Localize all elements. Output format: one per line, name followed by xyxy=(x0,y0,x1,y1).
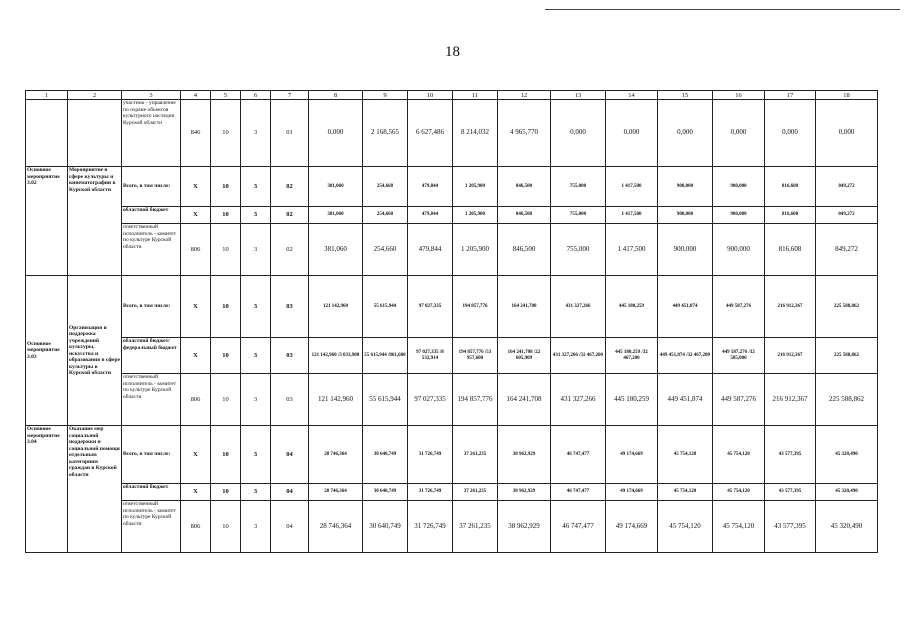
cell-value: 431 327,266 xyxy=(551,276,606,338)
cell-value: 194 857,776 /53 957,600 xyxy=(453,338,498,374)
header-cell: 18 xyxy=(816,91,878,100)
cell-value: 216 912,367 xyxy=(765,338,816,374)
cell-value: 45 754,120 xyxy=(658,501,713,553)
cell-value: 55 615,944 xyxy=(363,374,408,426)
cell-value: 38 962,929 xyxy=(498,426,551,484)
cell-executor: областной бюджет xyxy=(122,207,181,224)
cell-value: 0,000 xyxy=(816,100,878,167)
cell-measure-id: Основное мероприятие 3.03 xyxy=(26,276,68,426)
cell-executor: Всего, в том числе: xyxy=(122,167,181,207)
cell-value: 164 241,708 xyxy=(498,276,551,338)
cell-measure-id: Основное мероприятие 3.04 xyxy=(26,426,68,553)
cell-value: 0,000 xyxy=(606,100,658,167)
cell-value: 121 142,960 xyxy=(309,374,363,426)
cell-value: 97 027,335 /8 532,914 xyxy=(408,338,453,374)
cell-code: 03 xyxy=(271,276,309,338)
cell-value: 55 615,944 /861,600 xyxy=(363,338,408,374)
cell-value: 449 587,276 xyxy=(713,276,765,338)
budget-table xyxy=(25,90,878,553)
table-row xyxy=(26,100,878,167)
cell-code: X xyxy=(181,167,211,207)
header-cell: 10 xyxy=(408,91,453,100)
cell-code: 04 xyxy=(271,484,309,501)
cell-code: 04 xyxy=(271,501,309,553)
cell-value: 45 754,120 xyxy=(713,484,765,501)
cell-value: 121 142,960 /3 033,900 xyxy=(309,338,363,374)
cell-value: 4 965,770 xyxy=(498,100,551,167)
cell-value: 31 726,749 xyxy=(408,484,453,501)
cell-value: 28 746,364 xyxy=(309,501,363,553)
cell-value: 449 451,874 xyxy=(658,276,713,338)
cell-value: 254,660 xyxy=(363,207,408,224)
header-cell: 14 xyxy=(606,91,658,100)
table-row xyxy=(26,426,878,484)
cell-value: 0,000 xyxy=(309,100,363,167)
cell-code: 03 xyxy=(271,338,309,374)
page-number: 18 xyxy=(445,44,460,60)
cell-value: 849,272 xyxy=(816,207,878,224)
cell-code: 03 xyxy=(271,374,309,426)
cell-value: 900,000 xyxy=(713,167,765,207)
cell-value: 49 174,669 xyxy=(606,484,658,501)
header-cell: 4 xyxy=(181,91,211,100)
cell-value: 45 754,120 xyxy=(658,484,713,501)
cell-measure-title: Оказание мер социальной поддержки и социальной помощи отдельным категориям граждан в Курской области xyxy=(68,426,122,553)
header-cell: 2 xyxy=(68,91,122,100)
cell-value: 846,500 xyxy=(498,224,551,276)
cell-value: 479,844 xyxy=(408,224,453,276)
header-cell: 15 xyxy=(658,91,713,100)
cell-value: 755,000 xyxy=(551,167,606,207)
cell-code: 10 xyxy=(211,338,241,374)
header-cell: 16 xyxy=(713,91,765,100)
cell-value: 45 320,490 xyxy=(816,426,878,484)
cell-value: 381,060 xyxy=(309,207,363,224)
cell-value: 254,660 xyxy=(363,224,408,276)
cell-code: 10 xyxy=(211,207,241,224)
cell-value: 194 857,776 xyxy=(453,276,498,338)
cell-code: 10 xyxy=(211,167,241,207)
cell-value: 37 261,235 xyxy=(453,484,498,501)
cell-value: 216 912,367 xyxy=(765,276,816,338)
cell-value: 1 417,500 xyxy=(606,167,658,207)
cell-value: 431 327,266 xyxy=(551,374,606,426)
cell-value: 164 241,708 /22 605,909 xyxy=(498,338,551,374)
cell-value: 755,000 xyxy=(551,207,606,224)
header-cell: 17 xyxy=(765,91,816,100)
cell-executor: областной бюджет xyxy=(122,484,181,501)
cell-value: 38 962,929 xyxy=(498,484,551,501)
cell-value: 816,608 xyxy=(765,167,816,207)
cell-value: 445 180,259 xyxy=(606,276,658,338)
cell-code: 806 xyxy=(181,374,211,426)
cell-value: 431 327,266 /32 467,200 xyxy=(551,338,606,374)
cell-value: 28 746,364 xyxy=(309,426,363,484)
cell-code: 10 xyxy=(211,501,241,553)
cell-executor: участник - управление по охране объектов культурного наследия Курской области xyxy=(122,100,181,167)
cell-value: 55 615,944 xyxy=(363,276,408,338)
cell-code: 3 xyxy=(241,501,271,553)
cell-value: 2 168,565 xyxy=(363,100,408,167)
cell-value: 900,000 xyxy=(713,224,765,276)
cell-value: 45 320,490 xyxy=(816,501,878,553)
table-row xyxy=(26,167,878,207)
cell-value: 49 174,669 xyxy=(606,501,658,553)
cell-code: 10 xyxy=(211,276,241,338)
cell-value: 225 588,862 xyxy=(816,338,878,374)
cell-value: 1 205,900 xyxy=(453,207,498,224)
cell-value: 846,500 xyxy=(498,207,551,224)
header-cell: 7 xyxy=(271,91,309,100)
cell-value: 121 142,960 xyxy=(309,276,363,338)
cell-value: 900,000 xyxy=(713,207,765,224)
cell-executor: ответственный исполнитель - комитет по культуре Курской области xyxy=(122,224,181,276)
cell-value: 449 451,874 xyxy=(658,374,713,426)
table-row xyxy=(26,374,878,426)
cell-value: 381,060 xyxy=(309,224,363,276)
cell-value: 0,000 xyxy=(713,100,765,167)
cell-value: 164 241,708 xyxy=(498,374,551,426)
cell-value: 0,000 xyxy=(551,100,606,167)
cell-value: 449 587,276 xyxy=(713,374,765,426)
cell-value: 0,000 xyxy=(658,100,713,167)
header-cell: 9 xyxy=(363,91,408,100)
cell-code: X xyxy=(181,276,211,338)
cell-code: 846 xyxy=(181,100,211,167)
cell-code: 3 xyxy=(241,426,271,484)
cell-code: 10 xyxy=(211,100,241,167)
cell-value: 43 577,395 xyxy=(765,501,816,553)
cell-value: 30 640,749 xyxy=(363,426,408,484)
cell-executor: Всего, в том числе: xyxy=(122,276,181,338)
cell-code: 3 xyxy=(241,374,271,426)
cell-code: 3 xyxy=(241,224,271,276)
header-cell: 11 xyxy=(453,91,498,100)
cell-executor: ответственный исполнитель - комитет по культуре Курской области xyxy=(122,374,181,426)
cell-value: 849,272 xyxy=(816,224,878,276)
cell-code: 10 xyxy=(211,224,241,276)
cell-value: 37 261,235 xyxy=(453,501,498,553)
cell-value: 381,060 xyxy=(309,167,363,207)
header-row xyxy=(26,91,878,100)
cell-value: 445 180,259 /32 467,200 xyxy=(606,338,658,374)
cell-value: 755,000 xyxy=(551,224,606,276)
cell-code: 02 xyxy=(271,167,309,207)
cell-value: 254,660 xyxy=(363,167,408,207)
cell-code: 02 xyxy=(271,207,309,224)
cell-value: 38 962,929 xyxy=(498,501,551,553)
cell-value: 43 577,395 xyxy=(765,426,816,484)
top-rule xyxy=(545,9,900,10)
cell-value: 445 180,259 xyxy=(606,374,658,426)
header-cell: 8 xyxy=(309,91,363,100)
cell-value: 31 726,749 xyxy=(408,501,453,553)
cell-code: 02 xyxy=(271,224,309,276)
cell-code: 10 xyxy=(211,484,241,501)
cell-value: 225 588,862 xyxy=(816,276,878,338)
cell-value: 45 754,120 xyxy=(658,426,713,484)
cell-code: 806 xyxy=(181,501,211,553)
cell-code: X xyxy=(181,207,211,224)
cell-value: 479,844 xyxy=(408,207,453,224)
cell-value: 6 627,486 xyxy=(408,100,453,167)
cell-code: X xyxy=(181,426,211,484)
cell-code: 01 xyxy=(271,100,309,167)
cell-code: 3 xyxy=(241,338,271,374)
cell-value: 846,500 xyxy=(498,167,551,207)
cell-value: 8 214,032 xyxy=(453,100,498,167)
cell-value: 216 912,367 xyxy=(765,374,816,426)
cell-empty xyxy=(68,100,122,167)
cell-value: 1 417,500 xyxy=(606,224,658,276)
cell-value: 43 577,395 xyxy=(765,484,816,501)
cell-code: 3 xyxy=(241,484,271,501)
cell-value: 31 726,749 xyxy=(408,426,453,484)
cell-value: 900,000 xyxy=(658,224,713,276)
cell-value: 46 747,477 xyxy=(551,484,606,501)
header-cell: 6 xyxy=(241,91,271,100)
cell-value: 45 754,120 xyxy=(713,426,765,484)
cell-code: 3 xyxy=(241,100,271,167)
cell-measure-id: Основное мероприятие 3.02 xyxy=(26,167,68,276)
cell-value: 225 588,862 xyxy=(816,374,878,426)
table-row xyxy=(26,338,878,374)
header-cell: 12 xyxy=(498,91,551,100)
cell-code: 3 xyxy=(241,276,271,338)
cell-code: 3 xyxy=(241,167,271,207)
cell-value: 479,844 xyxy=(408,167,453,207)
table-row xyxy=(26,224,878,276)
cell-value: 816,608 xyxy=(765,224,816,276)
cell-code: X xyxy=(181,484,211,501)
cell-value: 1 417,500 xyxy=(606,207,658,224)
cell-value: 849,272 xyxy=(816,167,878,207)
cell-empty xyxy=(26,100,68,167)
cell-value: 449 587,276 /32 585,000 xyxy=(713,338,765,374)
cell-code: 10 xyxy=(211,374,241,426)
header-cell: 1 xyxy=(26,91,68,100)
cell-value: 194 857,776 xyxy=(453,374,498,426)
cell-value: 97 027,335 xyxy=(408,276,453,338)
cell-value: 900,000 xyxy=(658,167,713,207)
cell-measure-title: Организация и поддержка учреждений культуры, искусства и образования в сфере культуры в Курской области xyxy=(68,276,122,426)
table-row xyxy=(26,207,878,224)
header-cell: 13 xyxy=(551,91,606,100)
cell-measure-title: Мероприятие в сфере культуры и кинематографии в Курской области xyxy=(68,167,122,276)
header-cell: 3 xyxy=(122,91,181,100)
cell-code: 04 xyxy=(271,426,309,484)
cell-code: 806 xyxy=(181,224,211,276)
table-row xyxy=(26,484,878,501)
cell-value: 30 640,749 xyxy=(363,501,408,553)
cell-value: 45 754,120 xyxy=(713,501,765,553)
cell-executor: областной бюджет/ федеральный бюджет xyxy=(122,338,181,374)
cell-code: 3 xyxy=(241,207,271,224)
cell-value: 46 747,477 xyxy=(551,501,606,553)
cell-value: 449 451,874 /32 467,200 xyxy=(658,338,713,374)
cell-code: X xyxy=(181,338,211,374)
cell-value: 37 261,235 xyxy=(453,426,498,484)
cell-code: 10 xyxy=(211,426,241,484)
cell-value: 49 174,669 xyxy=(606,426,658,484)
cell-value: 900,000 xyxy=(658,207,713,224)
table-row xyxy=(26,276,878,338)
cell-value: 1 205,900 xyxy=(453,224,498,276)
cell-value: 97 027,335 xyxy=(408,374,453,426)
cell-value: 816,608 xyxy=(765,207,816,224)
cell-value: 46 747,477 xyxy=(551,426,606,484)
cell-executor: Всего, в том числе: xyxy=(122,426,181,484)
cell-value: 28 746,364 xyxy=(309,484,363,501)
cell-executor: ответственный исполнитель - комитет по культуре Курской области xyxy=(122,501,181,553)
cell-value: 1 205,900 xyxy=(453,167,498,207)
table-row xyxy=(26,501,878,553)
header-cell: 5 xyxy=(211,91,241,100)
cell-value: 30 640,749 xyxy=(363,484,408,501)
cell-value: 45 320,490 xyxy=(816,484,878,501)
cell-value: 0,000 xyxy=(765,100,816,167)
